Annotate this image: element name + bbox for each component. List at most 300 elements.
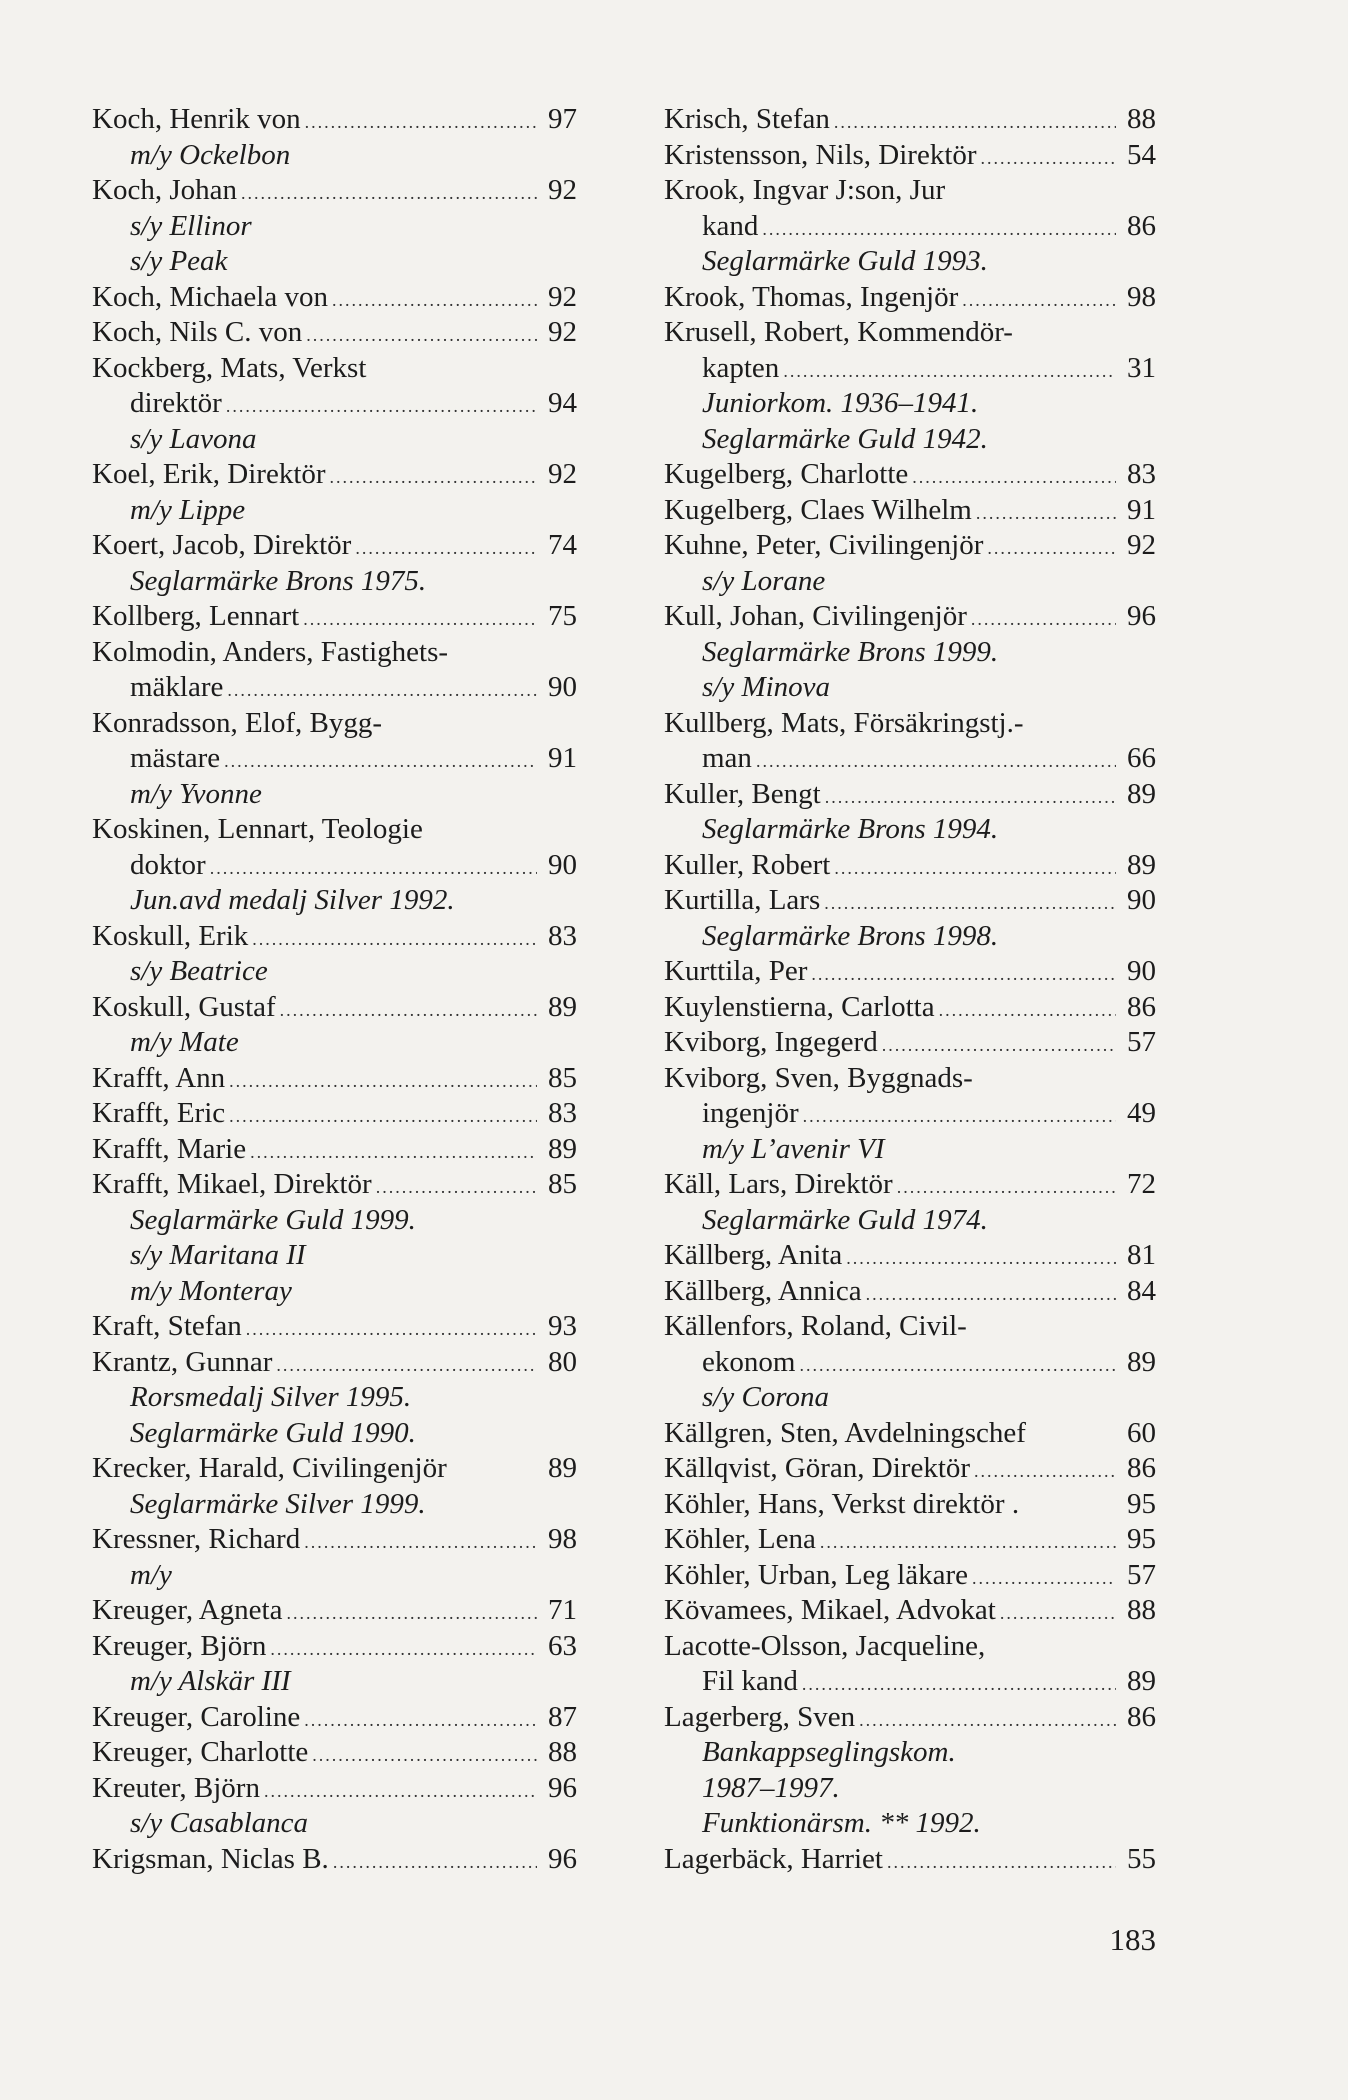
leader-dots (333, 1845, 537, 1878)
note-text: s/y Corona (702, 1381, 830, 1413)
entry-name: Köhler, Hans, Verkst direktör . (664, 1487, 1020, 1520)
entry-name: Källgren, Sten, Avdelningschef (664, 1416, 1026, 1449)
index-entry (664, 883, 1156, 919)
entry-name: Källenfors, Roland, Civil- (664, 1310, 967, 1342)
note-text: m/y Monteray (130, 1274, 292, 1307)
entry-name: Lagerberg, Sven (664, 1700, 856, 1733)
leader-dots (330, 460, 537, 493)
index-note (664, 635, 1156, 671)
leader-dots (224, 744, 537, 777)
index-entry (664, 741, 1156, 777)
index-entry (92, 173, 577, 209)
note-text: Seglarmärke Brons 1999. (702, 635, 999, 668)
entry-name: Koch, Michaela von (92, 280, 328, 313)
leader-dots (355, 531, 537, 564)
index-column-left (92, 102, 577, 1877)
index-entry (92, 1700, 577, 1736)
index-note (664, 1735, 1156, 1771)
leader-dots (859, 1703, 1116, 1736)
note-text: s/y Lorane (702, 564, 826, 597)
index-entry (92, 1735, 577, 1771)
entry-page-number: 57 (1127, 1558, 1156, 1591)
index-note (92, 777, 577, 813)
index-note (92, 1380, 577, 1416)
leader-dots (802, 1667, 1116, 1700)
entry-page-number: 84 (1127, 1274, 1156, 1307)
index-note (92, 138, 577, 174)
entry-name: Kurttila, Per (664, 955, 808, 987)
index-note (664, 1203, 1156, 1239)
leader-dots (987, 531, 1116, 564)
entry-name: ekonom (702, 1345, 796, 1378)
index-entry (92, 741, 577, 777)
leader-dots (976, 496, 1116, 529)
entry-name: Krigsman, Niclas B. (92, 1842, 329, 1875)
entry-page-number: 89 (1127, 1345, 1156, 1378)
note-text: m/y Yvonne (130, 777, 262, 810)
index-entry (92, 386, 577, 422)
note-text: Seglarmärke Brons 1994. (702, 813, 999, 845)
entry-name: Kreuger, Björn (92, 1629, 267, 1662)
leader-dots (882, 1028, 1116, 1061)
index-note (92, 244, 577, 280)
note-text: m/y Alskär III (130, 1665, 291, 1697)
index-note (92, 422, 577, 458)
index-entry (92, 1771, 577, 1807)
index-entry (92, 1061, 577, 1097)
index-entry (92, 1096, 577, 1132)
entry-name: Krafft, Eric (92, 1097, 226, 1129)
note-text: Seglarmärke Guld 1990. (130, 1416, 416, 1449)
entry-name: Krantz, Gunnar (92, 1345, 273, 1378)
note-text: s/y Beatrice (130, 955, 268, 987)
entry-page-number: 89 (548, 990, 577, 1023)
index-note (664, 1132, 1156, 1168)
leader-dots (887, 1845, 1116, 1878)
entry-page-number: 55 (1127, 1842, 1156, 1875)
note-text: Funktionärsm. ** 1992. (702, 1807, 981, 1839)
index-entry (664, 1842, 1156, 1878)
index-note (92, 209, 577, 245)
leader-dots (312, 1738, 537, 1771)
entry-name: Kuller, Bengt (664, 777, 821, 810)
entry-page-number: 72 (1127, 1168, 1156, 1200)
entry-page-number: 83 (548, 919, 577, 952)
note-text: Seglarmärke Guld 1942. (702, 422, 988, 455)
index-entry (664, 138, 1156, 174)
entry-name: Fil kand (702, 1665, 798, 1697)
index-note (92, 954, 577, 990)
entry-name: Kreuger, Agneta (92, 1594, 283, 1626)
index-entry (664, 1593, 1156, 1629)
index-entry-name (92, 351, 577, 387)
entry-name: Krook, Thomas, Ingenjör (664, 280, 959, 313)
entry-name: Krook, Ingvar J:son, Jur (664, 174, 946, 206)
index-entry (664, 1664, 1156, 1700)
note-text: Seglarmärke Silver 1999. (130, 1487, 426, 1520)
leader-dots (306, 318, 537, 351)
leader-dots (229, 1099, 537, 1132)
index-entry (92, 1842, 577, 1878)
index-entry-name (664, 173, 1156, 209)
entry-name: Kullberg, Mats, Försäkringstj.- (664, 706, 1024, 739)
leader-dots (246, 1312, 537, 1345)
index-entry (664, 599, 1156, 635)
entry-page-number: 90 (548, 671, 577, 703)
entry-name: Kurtilla, Lars (664, 884, 821, 916)
index-note (664, 422, 1156, 458)
entry-page-number: 89 (1127, 777, 1156, 810)
entry-name: Kreuter, Björn (92, 1771, 260, 1804)
leader-dots (939, 993, 1116, 1026)
index-entry (92, 280, 577, 316)
index-entry (664, 280, 1156, 316)
entry-page-number: 60 (1127, 1416, 1156, 1449)
note-text: Seglarmärke Guld 1993. (702, 245, 988, 277)
entry-name: Koskull, Gustaf (92, 990, 276, 1023)
leader-dots (229, 1064, 537, 1097)
leader-dots (820, 1525, 1116, 1558)
leader-dots (912, 460, 1116, 493)
index-entry (664, 1558, 1156, 1594)
note-text: m/y (130, 1558, 172, 1591)
note-text: Seglarmärke Guld 1999. (130, 1203, 416, 1236)
leader-dots (866, 1277, 1116, 1310)
index-note (664, 1771, 1156, 1807)
note-text: m/y Lippe (130, 493, 246, 526)
entry-page-number: 88 (1127, 103, 1156, 135)
note-text: Seglarmärke Guld 1974. (702, 1203, 988, 1236)
leader-dots (974, 1454, 1116, 1487)
entry-page-number: 98 (1127, 280, 1156, 313)
entry-name: Kollberg, Lennart (92, 600, 300, 632)
entry-name: Koch, Henrik von (92, 103, 301, 135)
index-note (664, 670, 1156, 706)
entry-page-number: 80 (548, 1345, 577, 1378)
leader-dots (1000, 1596, 1116, 1629)
entry-name: Koch, Nils C. von (92, 316, 303, 348)
index-note (92, 1664, 577, 1700)
entry-page-number: 71 (548, 1594, 577, 1626)
index-note (92, 1203, 577, 1239)
entry-name: mäklare (130, 671, 224, 703)
index-entry-name (92, 706, 577, 742)
entry-page-number: 98 (548, 1523, 577, 1555)
entry-name: kapten (702, 351, 780, 384)
note-text: s/y Maritana II (130, 1239, 306, 1271)
entry-page-number: 89 (1127, 848, 1156, 881)
entry-name: Kull, Johan, Civilingenjör (664, 600, 967, 632)
entry-page-number: 75 (548, 600, 577, 632)
index-note (92, 1025, 577, 1061)
leader-dots (226, 389, 537, 422)
leader-dots (280, 993, 537, 1026)
index-entry-name (92, 812, 577, 848)
entry-page-number: 54 (1127, 138, 1156, 171)
index-entry (92, 1345, 577, 1381)
entry-name: Köhler, Lena (664, 1523, 816, 1555)
index-entry (664, 1522, 1156, 1558)
entry-page-number: 96 (1127, 600, 1156, 632)
entry-name: Koert, Jacob, Direktör (92, 529, 352, 561)
leader-dots (897, 1170, 1116, 1203)
entry-name: Krafft, Mikael, Direktör (92, 1168, 372, 1200)
leader-dots (210, 851, 537, 884)
entry-page-number: 85 (548, 1168, 577, 1200)
leader-dots (825, 780, 1116, 813)
index-note (92, 1416, 577, 1452)
entry-name: Kolmodin, Anders, Fastighets- (92, 635, 449, 668)
leader-dots (304, 1703, 537, 1736)
entry-name: Kövamees, Mikael, Advokat (664, 1594, 996, 1626)
index-entry (92, 102, 577, 138)
entry-page-number: 89 (548, 1132, 577, 1165)
entry-name: Koch, Johan (92, 174, 237, 206)
entry-page-number: 49 (1127, 1097, 1156, 1129)
index-note (92, 1558, 577, 1594)
note-text: Juniorkom. 1936–1941. (702, 387, 979, 419)
entry-page-number: 87 (548, 1700, 577, 1733)
leader-dots (756, 744, 1116, 777)
leader-dots (303, 602, 537, 635)
index-note (664, 919, 1156, 955)
leader-dots (250, 1135, 537, 1168)
entry-page-number: 88 (1127, 1594, 1156, 1626)
entry-page-number: 94 (548, 387, 577, 419)
leader-dots (962, 283, 1116, 316)
index-entry (664, 1167, 1156, 1203)
index-entry (664, 1451, 1156, 1487)
index-note (92, 564, 577, 600)
note-text: Bankappseglingskom. (702, 1736, 956, 1768)
entry-page-number: 97 (548, 103, 577, 135)
leader-dots (971, 602, 1116, 635)
index-entry (92, 1451, 577, 1487)
index-entry (664, 1416, 1156, 1452)
index-entry (92, 315, 577, 351)
entry-name: Krafft, Ann (92, 1061, 226, 1094)
entry-page-number: 96 (548, 1771, 577, 1804)
entry-page-number: 85 (548, 1061, 577, 1094)
index-note (664, 386, 1156, 422)
index-entry (92, 1593, 577, 1629)
entry-page-number: 96 (548, 1842, 577, 1875)
leader-dots (803, 1099, 1116, 1132)
entry-page-number: 86 (1127, 990, 1156, 1023)
entry-page-number: 63 (548, 1629, 577, 1662)
index-entry (92, 1309, 577, 1345)
index-entry (92, 1629, 577, 1665)
entry-page-number: 83 (548, 1097, 577, 1129)
leader-dots (276, 1348, 537, 1381)
index-entry (664, 1345, 1156, 1381)
entry-name: Krafft, Marie (92, 1132, 247, 1165)
entry-name: Kraft, Stefan (92, 1310, 242, 1342)
leader-dots (783, 354, 1116, 387)
entry-name: Kreuger, Caroline (92, 1700, 301, 1733)
entry-name: kand (702, 209, 759, 242)
index-entry (92, 457, 577, 493)
index-entry (664, 1025, 1156, 1061)
entry-name: Kuylenstierna, Carlotta (664, 990, 935, 1023)
entry-name: direktör (130, 387, 222, 419)
leader-dots (264, 1774, 537, 1807)
index-note (664, 564, 1156, 600)
leader-dots (811, 957, 1116, 990)
index-note (664, 1380, 1156, 1416)
note-text: Rorsmedalj Silver 1995. (130, 1381, 412, 1413)
entry-name: Källberg, Annica (664, 1274, 862, 1307)
leader-dots (981, 141, 1116, 174)
index-entry (664, 493, 1156, 529)
entry-page-number: 90 (1127, 884, 1156, 916)
entry-page-number: 91 (1127, 493, 1156, 526)
index-entry (664, 990, 1156, 1026)
leader-dots (332, 283, 537, 316)
index-entry-name (92, 635, 577, 671)
entry-page-number: 66 (1127, 742, 1156, 774)
leader-dots (305, 105, 537, 138)
index-note (92, 1238, 577, 1274)
index-entry (664, 528, 1156, 564)
index-entry-name (664, 315, 1156, 351)
entry-page-number: 89 (1127, 1665, 1156, 1697)
index-entry (664, 209, 1156, 245)
index-note (664, 244, 1156, 280)
entry-page-number: 86 (1127, 209, 1156, 242)
index-entry-name (664, 1309, 1156, 1345)
index-entry-name (664, 1629, 1156, 1665)
index-entry (664, 102, 1156, 138)
leader-dots (227, 673, 537, 706)
entry-page-number: 93 (548, 1310, 577, 1342)
leader-dots (834, 851, 1116, 884)
leader-dots (972, 1561, 1116, 1594)
index-entry (664, 1700, 1156, 1736)
entry-name: mästare (130, 742, 221, 774)
entry-page-number: 95 (1127, 1523, 1156, 1555)
note-text: m/y L’avenir VI (702, 1132, 885, 1165)
index-entry (664, 457, 1156, 493)
entry-name: Koel, Erik, Direktör (92, 458, 326, 490)
leader-dots (304, 1525, 537, 1558)
entry-page-number: 90 (548, 848, 577, 881)
entry-page-number: 92 (548, 280, 577, 313)
index-entry (92, 528, 577, 564)
entry-page-number: 89 (548, 1452, 577, 1484)
note-text: s/y Minova (702, 671, 831, 703)
entry-page-number: 74 (548, 529, 577, 561)
note-text: s/y Casablanca (130, 1807, 309, 1839)
leader-dots (799, 1348, 1116, 1381)
entry-page-number: 91 (548, 742, 577, 774)
entry-page-number: 57 (1127, 1026, 1156, 1058)
entry-name: Kviborg, Sven, Byggnads- (664, 1061, 973, 1094)
entry-name: Krisch, Stefan (664, 103, 830, 135)
entry-name: ingenjör (702, 1097, 799, 1129)
index-entry (92, 599, 577, 635)
entry-name: Källberg, Anita (664, 1239, 843, 1271)
index-entry-name (664, 706, 1156, 742)
note-text: Jun.avd medalj Silver 1992. (130, 884, 455, 916)
leader-dots (846, 1241, 1116, 1274)
note-text: Seglarmärke Brons 1975. (130, 564, 427, 597)
leader-dots (270, 1632, 537, 1665)
entry-name: Köhler, Urban, Leg läkare (664, 1558, 969, 1591)
entry-name: Kviborg, Ingegerd (664, 1026, 878, 1058)
entry-page-number: 90 (1127, 955, 1156, 987)
index-entry (92, 1167, 577, 1203)
index-entry (664, 351, 1156, 387)
note-text: m/y Ockelbon (130, 138, 291, 171)
entry-page-number: 92 (1127, 529, 1156, 561)
leader-dots (241, 176, 537, 209)
entry-name: Kuhne, Peter, Civilingenjör (664, 529, 984, 561)
index-note (92, 1806, 577, 1842)
entry-name: Källqvist, Göran, Direktör (664, 1452, 971, 1484)
index-note (92, 1487, 577, 1523)
entry-name: Koskinen, Lennart, Teologie (92, 813, 423, 845)
index-note (92, 1274, 577, 1310)
index-entry (664, 777, 1156, 813)
entry-page-number: 86 (1127, 1452, 1156, 1484)
entry-name: Lagerbäck, Harriet (664, 1842, 883, 1875)
leader-dots (252, 922, 537, 955)
leader-dots (286, 1596, 537, 1629)
entry-name: Lacotte-Olsson, Jacqueline, (664, 1629, 986, 1662)
index-entry (664, 1274, 1156, 1310)
note-text: s/y Peak (130, 245, 228, 277)
entry-name: Kugelberg, Charlotte (664, 458, 909, 490)
note-text: m/y Mate (130, 1026, 239, 1058)
entry-page-number: 92 (548, 458, 577, 490)
leader-dots (824, 886, 1116, 919)
index-note (664, 812, 1156, 848)
index-entry (92, 1132, 577, 1168)
leader-dots (834, 105, 1116, 138)
entry-page-number: 83 (1127, 458, 1156, 490)
note-text: 1987–1997. (702, 1771, 840, 1804)
page-number: 183 (1109, 1922, 1156, 1957)
index-entry (92, 990, 577, 1026)
entry-page-number: 31 (1127, 351, 1156, 384)
entry-name: Käll, Lars, Direktör (664, 1168, 893, 1200)
entry-page-number: 92 (548, 316, 577, 348)
index-entry (664, 1096, 1156, 1132)
index-entry (92, 1522, 577, 1558)
index-column-right (664, 102, 1156, 1877)
entry-page-number: 81 (1127, 1239, 1156, 1271)
entry-name: doktor (130, 848, 206, 881)
entry-name: Kreuger, Charlotte (92, 1736, 309, 1768)
entry-page-number: 95 (1127, 1487, 1156, 1520)
entry-name: Kugelberg, Claes Wilhelm (664, 493, 972, 526)
index-entry (664, 1487, 1156, 1523)
leader-dots (762, 212, 1116, 245)
leader-dots (376, 1170, 537, 1203)
entry-name: man (702, 742, 752, 774)
note-text: s/y Ellinor (130, 209, 252, 242)
entry-page-number: 88 (548, 1736, 577, 1768)
index-entry (92, 919, 577, 955)
entry-name: Koskull, Erik (92, 919, 249, 952)
entry-name: Kockberg, Mats, Verkst (92, 351, 367, 384)
note-text: Seglarmärke Brons 1998. (702, 919, 999, 952)
index-note (664, 1806, 1156, 1842)
index-entry (92, 670, 577, 706)
entry-name: Kuller, Robert (664, 848, 831, 881)
index-entry-name (664, 1061, 1156, 1097)
